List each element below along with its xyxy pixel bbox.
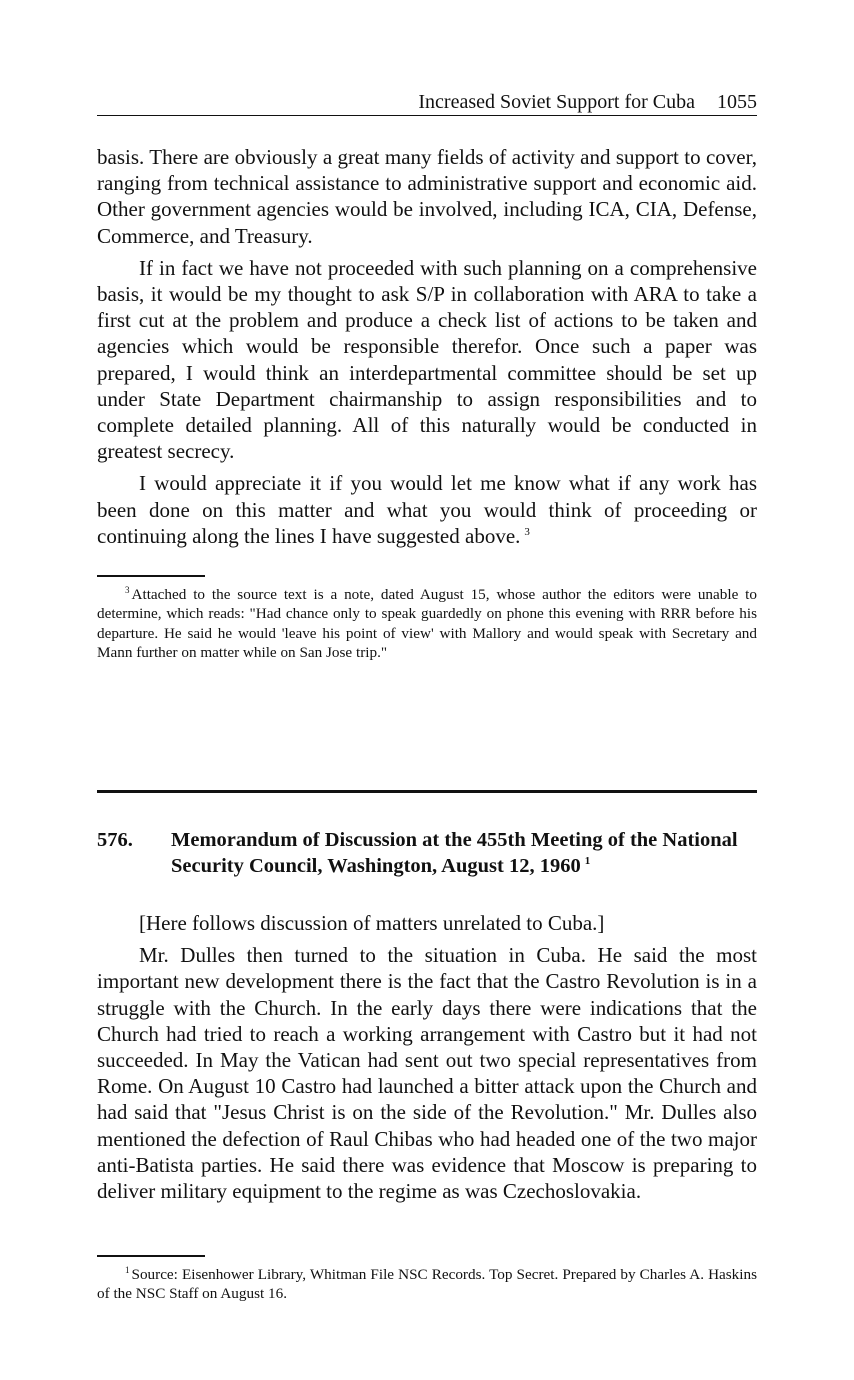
footnote-marker-1: 1 [125,1264,130,1275]
footnote-rule [97,575,205,577]
upper-footnote-block [97,575,757,663]
running-title: Increased Soviet Support for Cuba [418,91,695,113]
upper-text-block [97,144,757,549]
paragraph-dulles: Mr. Dulles then turned to the situation in Cuba. He said the most important new development there is the fact that the Castro Revolution is in a struggle with the Church. In the early days there were indications that the Church had tried to reach a working arrangement with Castro but it had not succeeded. In May the Vatican had sent out two special representatives from Rome. On August 10 Castro had launched a bitter attack upon the Church and had said that "Jesus Christ is on the side of the Revolution." Mr. Dulles also mentioned the defection of Raul Chibas who had headed one of the two major anti-Batista parties. He said there was evidence that Moscow is preparing to deliver military equipment to the regime as was Czechoslovakia. [97,943,757,1204]
running-header [97,88,757,116]
document-number: 576. [97,829,133,851]
footnote-ref-3: 3 [524,525,530,538]
footnote-rule-lower [97,1255,205,1257]
document-title-text: Memorandum of Discussion at the 455th Meeting of the National Security Council, Washington, August 12, 1960 [171,829,738,877]
paragraph-request-text: I would appreciate it if you would let me know what if any work has been done on this matter and what you would think of proceeding or continuing along the lines I have suggested above. [97,471,757,548]
editorial-note: [Here follows discussion of matters unrelated to Cuba.] [139,911,605,935]
paragraph-continued: basis. There are obviously a great many fields of activity and support to cover, ranging from technical assistance to administrative support and economic aid. Other government agencies would be involved, including ICA, CIA, Defense, Commerce, and Treasury. [97,145,757,248]
footnote-marker-3: 3 [125,584,130,595]
footnote-3 [97,585,757,663]
document-title [171,828,757,879]
footnote-ref-1: 1 [584,854,591,867]
footnote-1 [97,1265,757,1304]
paragraph-planning: If in fact we have not proceeded with such planning on a comprehensive basis, it would be my thought to ask S/P in collaboration with ARA to take a first cut at the problem and produce a check list of actions to be taken and agencies which would be responsible therefor. Once such a paper was prepared, I would think an interdepartmental committee should be set up under State Department chairmanship to assign responsibilities and to complete detailed planning. All of this naturally would be conducted in greatest secrecy. [97,255,757,464]
document-body [97,910,757,1204]
footnote-1-text: Source: Eisenhower Library, Whitman File NSC Records. Top Secret. Prepared by Charles A. Haskins of the NSC Staff on August 16. [97,1266,757,1303]
section-divider [97,790,757,793]
footnote-3-text: Attached to the source text is a note, dated August 15, whose author the editors were unable to determine, which reads: "Had chance only to speak guardedly on phone this evening with RRR before his departure. He said he would 'leave his point of view' with Mallory and would speak with Secretary and Mann further on matter while on San Jose trip." [97,586,757,662]
paragraph-request [97,470,757,549]
lower-footnote-block [97,1255,757,1304]
document-heading [97,828,757,879]
page-number: 1055 [717,91,757,113]
